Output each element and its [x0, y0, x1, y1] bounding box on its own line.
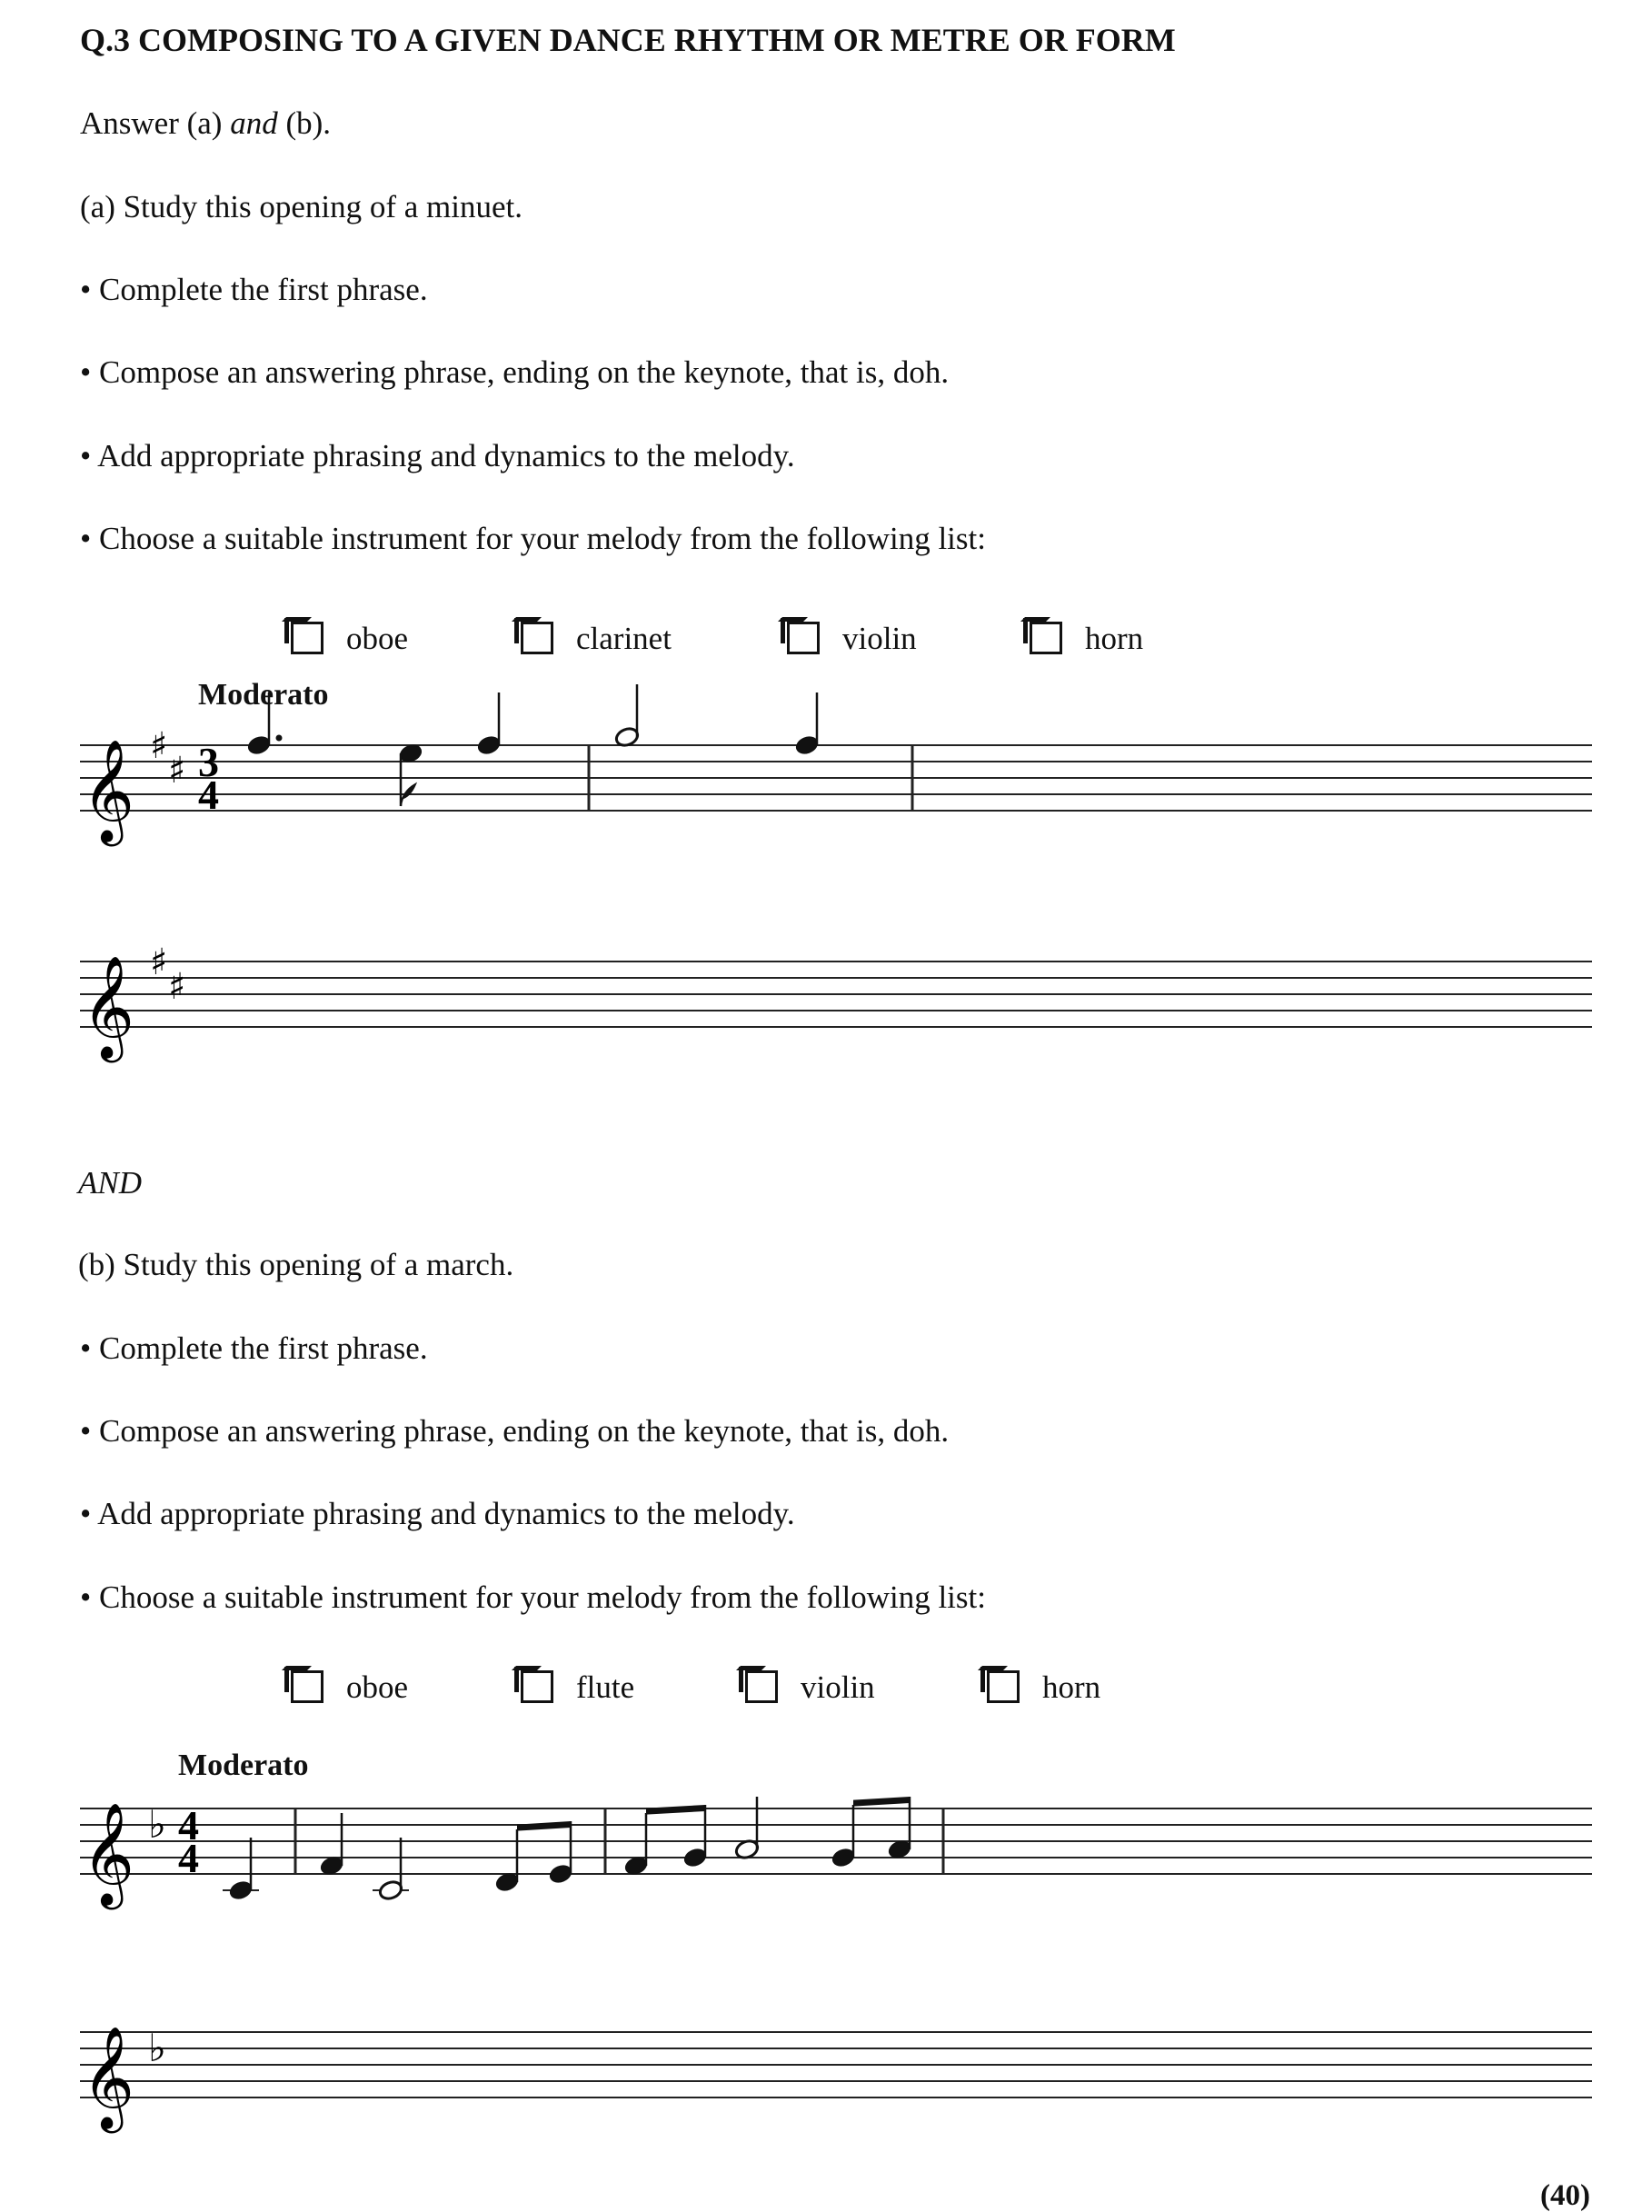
part-b-notes [223, 1797, 912, 1901]
note [887, 1797, 913, 1860]
checkbox-icon[interactable] [291, 622, 323, 654]
instruction-line [80, 107, 331, 139]
checkbox-icon[interactable] [291, 1670, 323, 1703]
part-a-tempo: Moderato [198, 678, 329, 712]
instrument-option-oboe[interactable] [291, 1670, 408, 1703]
instruction-prefix: Answer (a) [80, 105, 231, 141]
instruction-italic: and [230, 105, 278, 141]
note [548, 1821, 574, 1885]
checkbox-icon[interactable] [521, 1670, 553, 1703]
sharp-icon: ♯ [168, 750, 186, 792]
instrument-label: clarinet [576, 620, 672, 656]
instrument-option-flute[interactable] [521, 1670, 634, 1703]
treble-clef-icon: 𝄞 [82, 739, 134, 842]
key-signature-sharps [150, 725, 185, 792]
note [831, 1805, 857, 1868]
staff-lines [80, 962, 1592, 1027]
connector-and: AND [78, 1165, 142, 1201]
checkbox-icon[interactable] [787, 622, 820, 654]
note [398, 742, 424, 806]
note [319, 1813, 345, 1877]
staff-lines [80, 745, 1592, 811]
time-signature [198, 739, 219, 818]
part-b-bullet: • Choose a suitable instrument for your melody from the following list: [80, 1579, 986, 1615]
question-title: Q.3 COMPOSING TO A GIVEN DANCE RHYTHM OR METRE OR FORM [80, 22, 1176, 58]
time-signature-bottom: 4 [178, 1835, 199, 1881]
instrument-option-horn[interactable] [987, 1670, 1100, 1703]
checkbox-icon[interactable] [745, 1670, 778, 1703]
dot [276, 735, 283, 742]
checkbox-icon[interactable] [987, 1670, 1020, 1703]
checkbox-icon[interactable] [521, 622, 553, 654]
note [476, 692, 503, 756]
time-signature-top: 3 [198, 739, 219, 785]
part-b-staff-1 [0, 1772, 1652, 1918]
time-signature [178, 1802, 199, 1881]
instrument-label: oboe [346, 620, 409, 656]
instruction-suffix: (b). [277, 105, 332, 141]
part-b-tempo: Moderato [178, 1749, 309, 1782]
treble-clef-icon: 𝄞 [82, 1802, 134, 1906]
flat-icon: ♭ [148, 1802, 166, 1847]
instrument-option-violin[interactable] [745, 1670, 875, 1703]
sharp-icon: ♯ [150, 942, 168, 983]
treble-clef-icon: 𝄞 [82, 955, 134, 1059]
part-a-staff-1 [0, 709, 1652, 854]
part-a-intro: (a) Study this opening of a minuet. [80, 189, 523, 224]
part-a-bullet: • Add appropriate phrasing and dynamics to the melody. [80, 438, 795, 473]
part-a-bullet: • Choose a suitable instrument for your melody from the following list: [80, 521, 986, 556]
part-b-bullet: • Complete the first phrase. [80, 1330, 428, 1366]
note [794, 692, 821, 756]
note [623, 1813, 650, 1877]
instrument-option-oboe[interactable] [291, 622, 408, 654]
key-signature-sharps [150, 942, 185, 1008]
instrument-option-clarinet[interactable] [521, 622, 672, 654]
instrument-label: violin [801, 1669, 875, 1705]
note [614, 684, 641, 748]
note [373, 1838, 409, 1901]
beam [517, 1821, 571, 1831]
note [734, 1797, 761, 1860]
part-b-intro: (b) Study this opening of a march. [78, 1247, 514, 1282]
time-signature-bottom: 4 [198, 772, 219, 818]
part-b-bullet: • Compose an answering phrase, ending on the keynote, that is, doh. [80, 1413, 950, 1449]
checkbox-icon[interactable] [1030, 622, 1062, 654]
part-a-bullet: • Compose an answering phrase, ending on the keynote, that is, doh. [80, 354, 950, 390]
part-b-staff-2 [0, 1996, 1652, 2141]
instrument-label: horn [1042, 1669, 1101, 1705]
part-b-bullet: • Add appropriate phrasing and dynamics to the melody. [80, 1496, 795, 1531]
time-signature-top: 4 [178, 1802, 199, 1848]
marks-total: (40) [1540, 2179, 1590, 2212]
note [682, 1805, 709, 1868]
beam [853, 1797, 910, 1807]
instrument-option-violin[interactable] [787, 622, 917, 654]
note [223, 1838, 259, 1901]
instrument-label: oboe [346, 1669, 409, 1705]
sharp-icon: ♯ [168, 966, 186, 1008]
staff-lines [80, 2032, 1592, 2097]
note [494, 1829, 521, 1893]
sharp-icon: ♯ [150, 725, 168, 767]
beam [646, 1805, 705, 1815]
instrument-label: flute [576, 1669, 635, 1705]
instrument-label: horn [1085, 620, 1144, 656]
treble-clef-icon: 𝄞 [82, 2026, 134, 2129]
flat-icon: ♭ [148, 2026, 166, 2070]
instrument-label: violin [842, 620, 917, 656]
instrument-option-horn[interactable] [1030, 622, 1143, 654]
part-a-staff-2 [0, 925, 1652, 1071]
part-a-bullet: • Complete the first phrase. [80, 272, 428, 307]
